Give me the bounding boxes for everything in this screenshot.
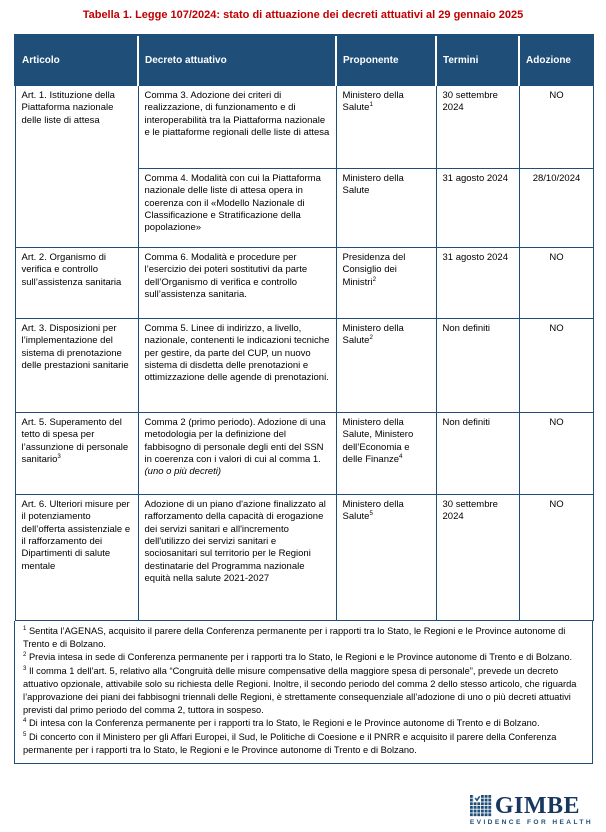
proponente-text: Ministero della Salute bbox=[342, 90, 404, 114]
cell-articolo bbox=[15, 248, 138, 319]
proponente-text: Ministero della Salute, Ministero dell’Economia e delle Finanze bbox=[342, 417, 414, 466]
table-row bbox=[15, 248, 593, 319]
gimbe-mosaic-icon bbox=[470, 795, 492, 817]
col-header-proponente: Proponente bbox=[336, 35, 436, 86]
gimbe-logo-top bbox=[470, 795, 580, 817]
footnote bbox=[23, 625, 584, 651]
footnote-number: 4 bbox=[23, 718, 27, 725]
cell-decreto bbox=[138, 413, 336, 495]
cell-articolo bbox=[15, 319, 138, 413]
footnote-ref: 2 bbox=[372, 275, 377, 283]
proponente-text: Presidenza del Consiglio dei Ministri bbox=[342, 252, 406, 288]
footnote-ref: 4 bbox=[399, 452, 403, 460]
decreto-text: Comma 6. Modalità e procedure per l’esercizio dei poteri sostitutivi da parte dell’Organismo di verifica e controllo sull’assistenza sanitaria. bbox=[144, 252, 308, 301]
gimbe-logo bbox=[470, 795, 593, 826]
header-row bbox=[15, 35, 593, 86]
col-header-termini: Termini bbox=[436, 35, 519, 86]
proponente-text: Ministero della Salute bbox=[342, 499, 404, 523]
footnote-number: 1 bbox=[23, 625, 27, 632]
footnote-text: Di concerto con il Ministero per gli Affari Europei, il Sud, le Politiche di Coesione e il PNRR e acquisito il parere della Conferenza permanente per i rapporti tra lo Stato, le Regioni e le Province autonome di Trento e di Bolzano. bbox=[23, 731, 557, 755]
footnote-ref: 3 bbox=[57, 452, 61, 460]
articolo-text: Art. 1. Istituzione della Piattaforma nazionale delle liste di attesa bbox=[21, 90, 115, 126]
footnote bbox=[23, 665, 584, 718]
col-header-decreto: Decreto attuativo bbox=[138, 35, 336, 86]
footnote-ref: 5 bbox=[369, 510, 373, 518]
cell-proponente bbox=[336, 248, 436, 319]
cell-proponente bbox=[336, 86, 436, 169]
footnote-text: Previa intesa in sede di Conferenza permanente per i rapporti tra lo Stato, le Regioni e le Province autonome di Trento e di Bolzano. bbox=[28, 652, 573, 663]
cell-adozione: NO bbox=[519, 86, 593, 169]
footnote-ref: 1 bbox=[369, 101, 373, 109]
articolo-text: Art. 5. Superamento del tetto di spesa per l’assunzione di personale sanitario bbox=[21, 417, 129, 466]
table-row bbox=[15, 319, 593, 413]
cell-termini: 30 settembre 2024 bbox=[436, 86, 519, 169]
cell-decreto bbox=[138, 248, 336, 319]
articolo-text: Art. 6. Ulteriori misure per il potenziamento dell’offerta assistenziale e il rafforzamento dei Dipartimenti di salute mentale bbox=[21, 499, 131, 572]
cell-termini: Non definiti bbox=[436, 319, 519, 413]
table-row bbox=[15, 86, 593, 169]
col-header-articolo: Articolo bbox=[15, 35, 138, 86]
table-title: Tabella 1. Legge 107/2024: stato di attuazione dei decreti attuativi al 29 gennaio 2025 bbox=[82, 9, 524, 21]
cell-proponente bbox=[336, 169, 436, 248]
articolo-text: Art. 3. Disposizioni per l’implementazione del sistema di prenotazione delle prestazioni sanitarie bbox=[21, 323, 129, 372]
cell-termini: 31 agosto 2024 bbox=[436, 169, 519, 248]
cell-articolo bbox=[15, 413, 138, 495]
decreto-text: Adozione di un piano d'azione finalizzato al rafforzamento della capacità di erogazione dei servizi sanitari e all'incremento dell'utilizzo dei servizi sanitari e sociosanitari sul territorio per le Regioni destinatarie del Programma nazionale equità nella salute 2021-2027 bbox=[144, 499, 326, 585]
table-row bbox=[15, 495, 593, 621]
footnote-text: Il comma 1 dell’art. 5, relativo alla “Congruità delle misure compensative della maggiore spesa di personale”, prevede un decreto attuativo opzionale, attivabile solo su richiesta delle Regioni. Inoltre, il secondo periodo del comma 2 dello stesso articolo, che riguarda l’approvazione dei piani dei fabbisogni triennali delle Regioni, è strettamente consequenziale all’adozione di uno o più decreti attuativi previsti dal primo periodo del comma 2, tuttora in sospeso. bbox=[23, 665, 577, 716]
footnote-number: 3 bbox=[23, 665, 27, 672]
decrees-status-table bbox=[14, 34, 594, 621]
proponente-text: Ministero della Salute bbox=[342, 323, 404, 347]
decreto-text: Comma 4. Modalità con cui la Piattaforma nazionale delle liste di attesa opera in coerenza con il «Modello Nazionale di Classificazione e Stratificazione della popolazione» bbox=[144, 173, 321, 234]
cell-articolo bbox=[15, 86, 138, 248]
cell-adozione: NO bbox=[519, 413, 593, 495]
decreto-italic-text: (uno o più decreti) bbox=[144, 466, 222, 478]
cell-decreto bbox=[138, 495, 336, 621]
footnotes-box bbox=[14, 621, 593, 764]
cell-adozione: NO bbox=[519, 319, 593, 413]
cell-articolo bbox=[15, 495, 138, 621]
footnote-number: 5 bbox=[23, 731, 27, 738]
footnote-text: Sentita l’AGENAS, acquisito il parere della Conferenza permanente per i rapporti tra lo Stato, le Regioni e le Province autonome di Trento e di Bolzano. bbox=[23, 626, 566, 650]
decreto-text: Comma 2 (primo periodo). Adozione di una metodologia per la definizione del fabbisogno di personale degli enti del SSN in coerenza con i valori di cui al comma 1. bbox=[144, 417, 326, 466]
cell-proponente bbox=[336, 319, 436, 413]
gimbe-wordmark: GIMBE bbox=[494, 793, 581, 819]
cell-adozione: NO bbox=[519, 248, 593, 319]
cell-decreto bbox=[138, 86, 336, 169]
cell-decreto bbox=[138, 169, 336, 248]
decreto-text: Comma 3. Adozione dei criteri di realizzazione, di funzionamento e di interoperabilità tra la Piattaforma nazionale e le piattaforme regionali delle liste di attesa bbox=[144, 90, 330, 139]
col-header-adozione: Adozione bbox=[519, 35, 593, 86]
decreto-text: Comma 5. Linee di indirizzo, a livello, nazionale, contenenti le indicazioni tecniche per gestire, da parte del CUP, un nuovo sistema di disdetta delle prenotazioni e ottimizzazione delle agende di prenotazioni. bbox=[144, 323, 330, 384]
cell-proponente bbox=[336, 495, 436, 621]
cell-proponente bbox=[336, 413, 436, 495]
footnote-ref: 2 bbox=[369, 334, 373, 342]
footnote bbox=[23, 717, 584, 730]
footnote-number: 2 bbox=[23, 652, 27, 659]
cell-decreto bbox=[138, 319, 336, 413]
cell-termini: 30 settembre 2024 bbox=[436, 495, 519, 621]
footnote bbox=[23, 651, 584, 664]
articolo-text: Art. 2. Organismo di verifica e controllo sull’assistenza sanitaria bbox=[21, 252, 122, 288]
proponente-text: Ministero della Salute bbox=[342, 173, 404, 197]
table-row bbox=[15, 413, 593, 495]
footnote-text: Di intesa con la Conferenza permanente per i rapporti tra lo Stato, le Regioni e le Province autonome di Trento e di Bolzano. bbox=[28, 718, 540, 729]
cell-adozione: 28/10/2024 bbox=[519, 169, 593, 248]
footnote bbox=[23, 731, 584, 757]
cell-termini: Non definiti bbox=[436, 413, 519, 495]
cell-adozione: NO bbox=[519, 495, 593, 621]
cell-termini: 31 agosto 2024 bbox=[436, 248, 519, 319]
gimbe-tagline: EVIDENCE FOR HEALTH bbox=[469, 819, 593, 826]
